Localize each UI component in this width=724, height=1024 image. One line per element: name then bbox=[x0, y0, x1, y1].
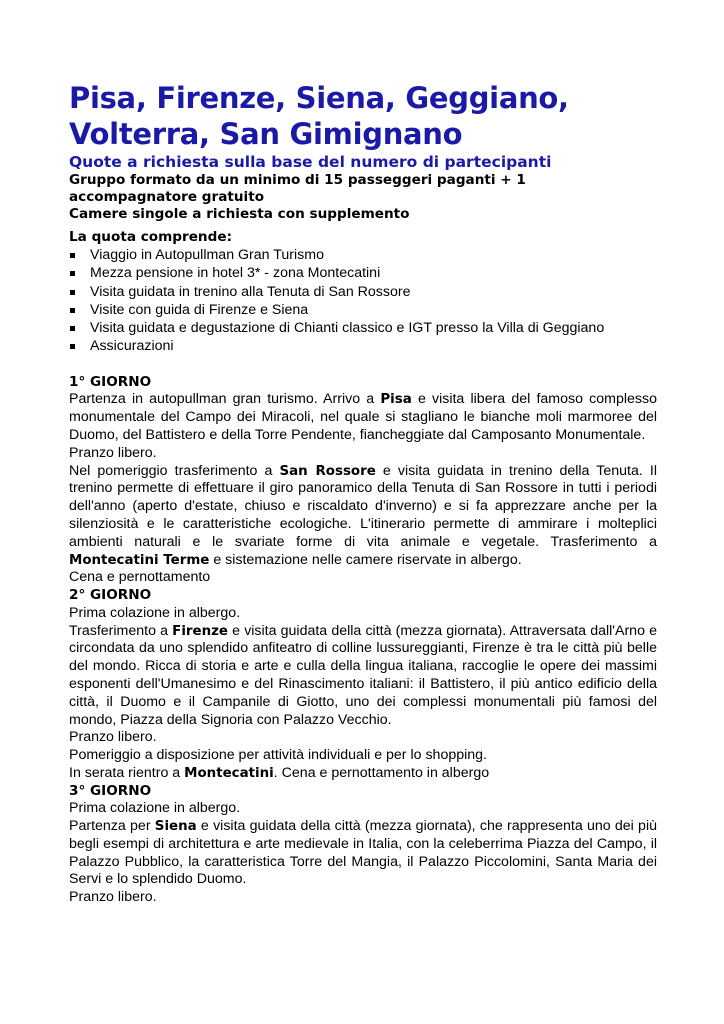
day1-paragraph-3: Nel pomeriggio trasferimento a San Rossore e visita guidata in trenino della Tenuta. Il trenino permette di effettuare il giro panoramico della Tenuta di San Rossore in tutti i periodi dell'anno (aperto d'estate, chiuso e riscaldato d'inverno) e si fa apprezzare anche per la silenziosità e le caratteristiche ecologiche. L'itinerario permette di ammirare i molteplici ambienti naturali e le svariate forme di vita animale e vegetale. Trasferimento a Montecatini Terme e sistemazione nelle camere riservate in albergo. bbox=[69, 462, 657, 568]
day3-paragraph-2: Partenza per Siena e visita guidata della città (mezza giornata), che rappresenta uno dei più begli esempi di architettura e arte medievale in Italia, con la celeberrima Piazza del Campo, il Palazzo Pubblico, la caratteristica Torre del Mangia, il Palazzo Piccolomini, Santa Maria dei Servi e lo splendido Duomo. bbox=[69, 818, 657, 888]
list-item-text: Viaggio in Autopullman Gran Turismo bbox=[90, 247, 324, 263]
list-item bbox=[69, 301, 657, 319]
single-rooms-note: Camere singole a richiesta con supplemento bbox=[69, 206, 410, 222]
day3-title: 3° GIORNO bbox=[69, 782, 152, 799]
list-item bbox=[69, 337, 657, 355]
page-subtitle: Quote a richiesta sulla base del numero di partecipanti bbox=[69, 153, 552, 171]
list-item-text: Visita guidata e degustazione di Chianti classico e IGT presso la Villa di Geggiano bbox=[90, 320, 605, 337]
day1-paragraph-4: Cena e pernottamento bbox=[69, 569, 211, 586]
day3-paragraph-3: Pranzo libero. bbox=[69, 889, 157, 906]
includes-heading: La quota comprende: bbox=[69, 229, 232, 245]
day2-paragraph-4: Pomeriggio a disposizione per attività individuali e per lo shopping. bbox=[69, 747, 487, 764]
group-note: Gruppo formato da un minimo di 15 passeggeri paganti + 1 accompagnatore gratuito bbox=[69, 172, 526, 205]
bullet-icon bbox=[70, 326, 75, 331]
day1-paragraph-1: Partenza in autopullman gran turismo. Arrivo a Pisa e visita libera del famoso complesso monumentale del Campo dei Miracoli, nel quale si stagliano le bianche moli marmoree del Duomo, del Battistero e della Torre Pendente, fiancheggiate dal Camposanto Monumentale. bbox=[69, 391, 657, 443]
day3-paragraph-1: Prima colazione in albergo. bbox=[69, 800, 241, 817]
list-item bbox=[69, 264, 657, 282]
list-item-text: Mezza pensione in hotel 3* - zona Montecatini bbox=[90, 265, 381, 282]
day2-paragraph-1: Prima colazione in albergo. bbox=[69, 604, 241, 621]
document-page bbox=[69, 80, 657, 907]
list-item-text: Visite con guida di Firenze e Siena bbox=[90, 301, 309, 318]
list-item bbox=[69, 246, 657, 264]
bullet-icon bbox=[70, 271, 75, 276]
bullet-icon bbox=[70, 308, 75, 313]
day2-paragraph-5: In serata rientro a Montecatini. Cena e pernottamento in albergo bbox=[69, 764, 490, 781]
spacer bbox=[69, 356, 657, 374]
day2-paragraph-2: Trasferimento a Firenze e visita guidata della città (mezza giornata). Attraversata dall'Arno e circondata da uno splendido anfiteatro di colline lussureggianti, Firenze è tra le città più belle del mondo. Ricca di storia e arte e culla della lingua italiana, raccoglie le opere dei massimi esponenti dell'Umanesimo e del Rinascimento italiani: il Battistero, il più antico edificio della città, il Duomo e il Campanile di Giotto, uno dei complessi monumentali più famosi del mondo, Piazza della Signoria con Palazzo Vecchio. bbox=[69, 622, 657, 728]
list-item bbox=[69, 319, 657, 337]
list-item-text: Visita guidata in trenino alla Tenuta di San Rossore bbox=[90, 283, 411, 300]
list-item bbox=[69, 283, 657, 301]
list-item-text: Assicurazioni bbox=[90, 338, 174, 355]
bullet-icon bbox=[70, 344, 75, 349]
day1-title: 1° GIORNO bbox=[69, 373, 152, 390]
day1-paragraph-2: Pranzo libero. bbox=[69, 444, 157, 461]
page-title: Pisa, Firenze, Siena, Geggiano, Volterra, San Gimignano bbox=[69, 81, 569, 151]
day2-paragraph-3: Pranzo libero. bbox=[69, 729, 157, 746]
includes-list bbox=[69, 246, 657, 356]
bullet-icon bbox=[70, 290, 75, 295]
day2-title: 2° GIORNO bbox=[69, 587, 152, 604]
bullet-icon bbox=[70, 253, 75, 258]
